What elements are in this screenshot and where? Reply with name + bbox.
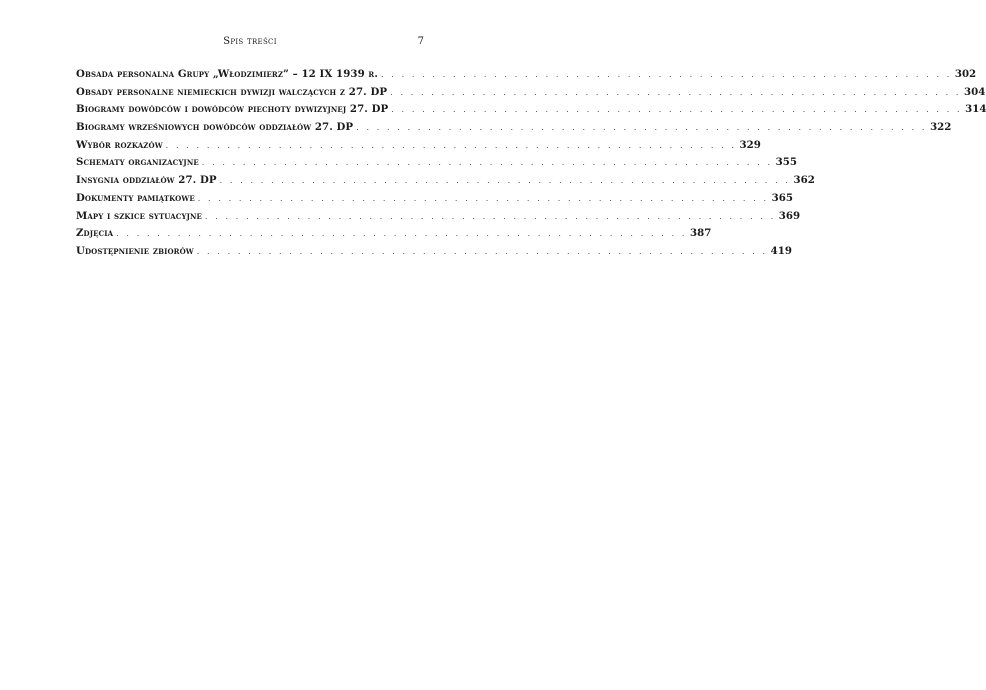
table-of-contents [76,68,986,263]
toc-leader-dots: . . . . . . . . . . . . . . . . . . . . . . . . . . . . . . . . . . . . . . . . . . . . . . . . . . . . . . . . [116,229,688,239]
toc-leader-dots: . . . . . . . . . . . . . . . . . . . . . . . . . . . . . . . . . . . . . . . . . . . . . . . . . . . . . . . . [165,140,737,150]
toc-leader-dots: . . . . . . . . . . . . . . . . . . . . . . . . . . . . . . . . . . . . . . . . . . . . . . . . . . . . . . . . [390,87,962,97]
toc-entry[interactable] [76,227,712,245]
toc-entry[interactable] [76,85,986,104]
toc-entry-title: Obsady personalne niemieckich dywizji walczących z 27. DP [76,85,388,98]
toc-entry[interactable] [76,68,977,86]
toc-entry-title: Obsada personalna Grupy „Włodzimierz” – 12 IX 1939 r. [76,68,378,80]
toc-entry-title: Wybór rozkazów [76,138,163,151]
toc-entry-page: 304 [964,85,986,98]
toc-entry-page: 329 [739,138,761,151]
toc-leader-dots: . . . . . . . . . . . . . . . . . . . . . . . . . . . . . . . . . . . . . . . . . . . . . . . . . . . . . . . . [391,105,963,115]
toc-entry[interactable] [76,121,952,139]
toc-leader-dots: . . . . . . . . . . . . . . . . . . . . . . . . . . . . . . . . . . . . . . . . . . . . . . . . . . . . . . . . [219,176,791,186]
toc-entry[interactable] [76,244,792,263]
toc-entry[interactable] [76,209,801,228]
toc-entry-page: 355 [775,156,797,169]
toc-leader-dots: . . . . . . . . . . . . . . . . . . . . . . . . . . . . . . . . . . . . . . . . . . . . . . . . . . . . . . . . [197,193,769,203]
toc-entry[interactable] [76,103,986,121]
toc-entry-page: 387 [690,227,712,240]
toc-entry-title: Zdjęcia [76,227,114,240]
toc-entry-page: 365 [771,191,793,204]
toc-entry-title: Biogramy wrześniowych dowódców oddziałów 27. DP [76,121,354,134]
running-header [76,36,424,50]
toc-leader-dots: . . . . . . . . . . . . . . . . . . . . . . . . . . . . . . . . . . . . . . . . . . . . . . . . . . . . . . . . [201,158,773,168]
toc-leader-dots: . . . . . . . . . . . . . . . . . . . . . . . . . . . . . . . . . . . . . . . . . . . . . . . . . . . . . . . . [381,70,952,79]
toc-leader-dots: . . . . . . . . . . . . . . . . . . . . . . . . . . . . . . . . . . . . . . . . . . . . . . . . . . . . . . . . [196,246,768,256]
toc-entry-title: Biogramy dowódców i dowódców piechoty dywizyjnej 27. DP [76,103,389,116]
toc-entry-title: Udostępnienie zbiorów [76,244,194,257]
toc-entry-title: Dokumenty pamiątkowe [76,191,195,204]
toc-entry-page: 419 [770,244,792,257]
toc-entry-page: 362 [793,174,815,187]
toc-leader-dots: . . . . . . . . . . . . . . . . . . . . . . . . . . . . . . . . . . . . . . . . . . . . . . . . . . . . . . . . [204,211,776,221]
toc-entry-title: Schematy organizacyjne [76,156,199,169]
running-header-title: Spis treści [223,36,277,47]
toc-entry-title: Insygnia oddziałów 27. DP [76,174,217,187]
toc-leader-dots: . . . . . . . . . . . . . . . . . . . . . . . . . . . . . . . . . . . . . . . . . . . . . . . . . . . . . . . . [356,123,928,133]
toc-entry[interactable] [76,174,815,192]
toc-entry-page: 322 [930,121,952,134]
toc-entry-page: 314 [965,103,986,116]
toc-entry[interactable] [76,156,797,174]
page-number: 7 [417,36,424,47]
toc-entry[interactable] [76,138,761,157]
toc-entry-page: 369 [778,209,801,222]
toc-entry-page: 302 [954,68,977,80]
toc-entry[interactable] [76,191,793,210]
toc-entry-title: Mapy i szkice sytuacyjne [76,209,202,222]
